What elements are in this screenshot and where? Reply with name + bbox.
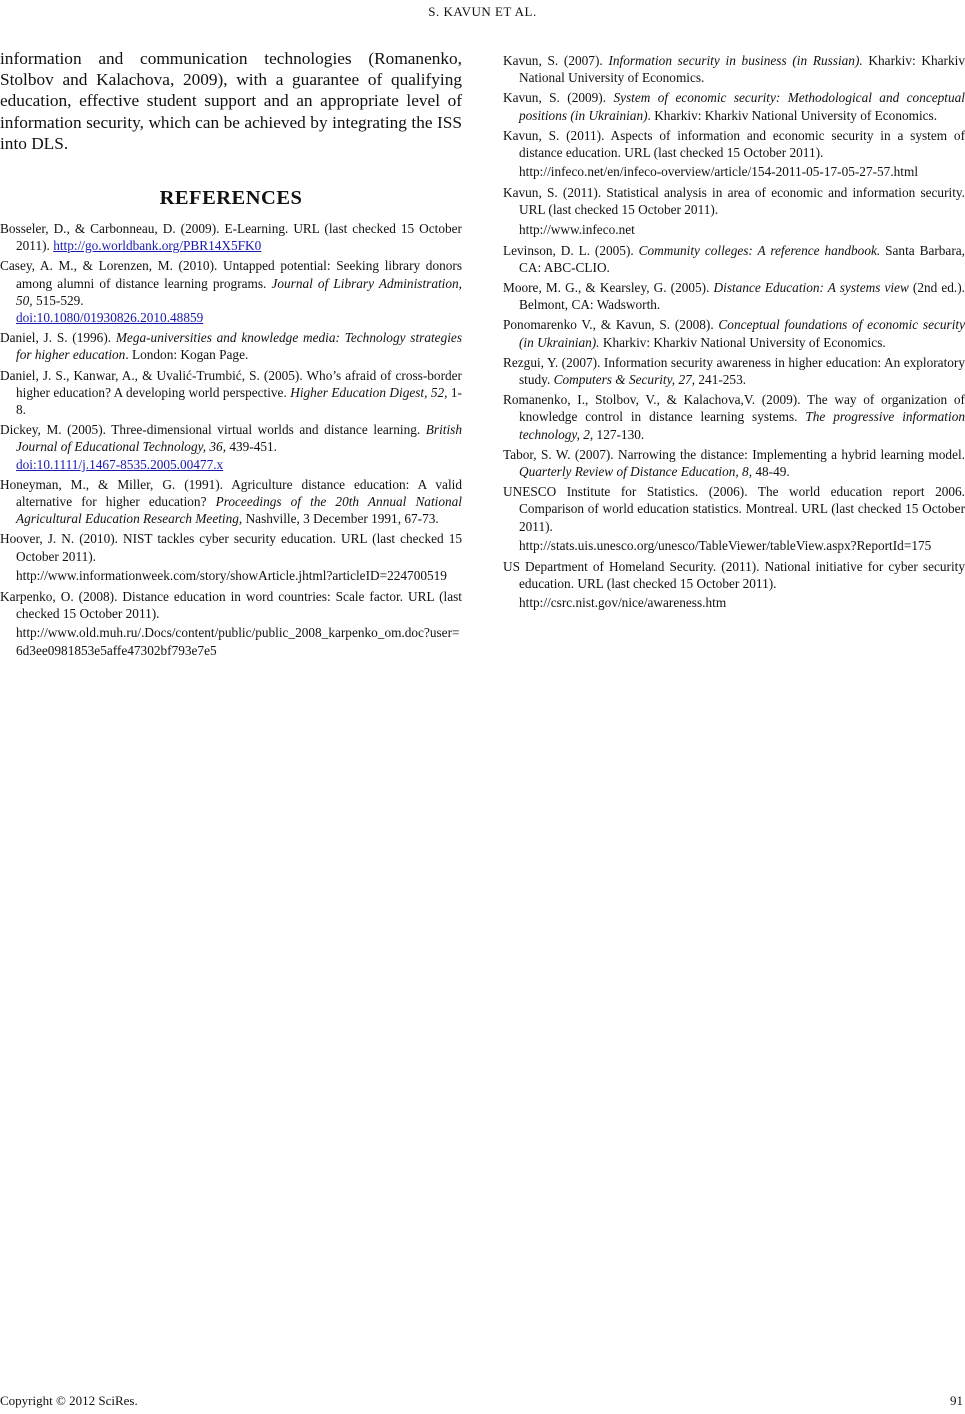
- copyright-notice: Copyright © 2012 SciRes.: [0, 1393, 138, 1408]
- reference-text: Kavun, S. (2011). Aspects of information and economic security in a system of distance education. URL (last checked 15 October 2011).: [503, 127, 965, 161]
- reference-text: Casey, A. M., & Lorenzen, M. (2010). Untapped potential: Seeking library donors among alumni of distance learning programs.: [0, 258, 462, 291]
- reference-text-end: Santa Barbara, CA: ABC-CLIO.: [519, 242, 965, 275]
- reference-item: [0, 421, 462, 473]
- reference-text: Hoover, J. N. (2010). NIST tackles cyber security education. URL (last checked 15 October 2011).: [0, 531, 462, 564]
- reference-link[interactable]: doi:10.1111/j.1467-8535.2005.00477.x: [16, 456, 224, 472]
- reference-item: [503, 354, 965, 388]
- reference-source-title: Mega-universities and knowledge media: Technology strategies for higher education: [16, 330, 462, 363]
- reference-text-end: . London: Kogan Page.: [125, 347, 249, 363]
- reference-text-end: 439-451.: [226, 439, 277, 455]
- page-number: 91: [950, 1393, 963, 1408]
- reference-text: Moore, M. G., & Kearsley, G. (2005).: [503, 280, 714, 296]
- reference-url: http://www.infeco.net: [519, 221, 635, 237]
- reference-source-title: Information security in business (in Russian).: [608, 53, 863, 68]
- reference-item: [0, 367, 462, 419]
- reference-text: Ponomarenko V., & Kavun, S. (2008).: [503, 317, 719, 333]
- reference-text: Daniel, J. S. (1996).: [0, 330, 116, 346]
- reference-link[interactable]: doi:10.1080/01930826.2010.48859: [16, 310, 204, 326]
- reference-text: Daniel, J. S., Kanwar, A., & Uvalić-Trumbić, S. (2005). Who’s afraid of cross-border higher education? A developing world perspective.: [0, 367, 462, 400]
- reference-item: [503, 558, 965, 612]
- reference-item: [0, 476, 462, 528]
- reference-source-title: Computers & Security, 27,: [553, 372, 696, 388]
- reference-item: [503, 391, 965, 443]
- reference-url: http://www.informationweek.com/story/showArticle.jhtml?articleID=224700519: [16, 567, 447, 583]
- reference-item: [503, 184, 965, 238]
- reference-text-end: (2nd ed.). Belmont, CA: Wadsworth.: [519, 280, 965, 313]
- reference-item: [0, 329, 462, 363]
- reference-text-end: . Kharkiv: Kharkiv National University of Economics.: [647, 107, 938, 123]
- reference-text: Kavun, S. (2009).: [503, 90, 614, 106]
- reference-source-title: Community colleges: A reference handbook.: [638, 242, 881, 258]
- reference-source-title: The progressive information technology, 2,: [519, 409, 965, 442]
- left-reference-list: [0, 220, 462, 660]
- reference-text: Levinson, D. L. (2005).: [503, 242, 639, 258]
- right-reference-list: [503, 52, 965, 612]
- intro-paragraph: information and communication technologies (Romanenko, Stolbov and Kalachova, 2009), with a guarantee of qualifying education, effective student support and an appropriate level of information security, which can be achieved by integrating the ISS into DLS.: [0, 49, 462, 153]
- reference-text-end: 127-130.: [593, 426, 645, 442]
- reference-item: [503, 316, 965, 350]
- reference-text: Rezgui, Y. (2007). Information security awareness in higher education: An exploratory study.: [503, 354, 965, 388]
- reference-text-end: , Nashville, 3 December 1991, 67-73.: [238, 511, 439, 527]
- reference-item: [0, 530, 462, 584]
- running-head: S. KAVUN ET AL.: [428, 4, 537, 19]
- reference-text: Kavun, S. (2011). Statistical analysis in area of economic and information security. URL (last checked 15 October 2011).: [503, 185, 965, 218]
- reference-item: [0, 588, 462, 660]
- reference-source-title: System of economic security: Methodological and conceptual positions (in Ukrainian): [519, 90, 965, 123]
- reference-text-end: Kharkiv: Kharkiv National University of Economics.: [519, 53, 965, 86]
- reference-url: http://csrc.nist.gov/nice/awareness.htm: [519, 595, 727, 611]
- reference-link[interactable]: http://go.worldbank.org/PBR14X5FK0: [53, 238, 262, 254]
- reference-item: [0, 220, 462, 254]
- reference-text: Dickey, M. (2005). Three-dimensional virtual worlds and distance learning.: [0, 422, 426, 438]
- reference-text-end: 241-253.: [695, 372, 747, 388]
- reference-text: Kavun, S. (2007).: [503, 53, 609, 68]
- reference-source-title: British Journal of Educational Technology, 36,: [16, 422, 462, 455]
- reference-text: Tabor, S. W. (2007). Narrowing the distance: Implementing a hybrid learning model.: [503, 446, 965, 462]
- reference-item: [503, 52, 965, 86]
- reference-item: [503, 483, 965, 555]
- reference-text: Honeyman, M., & Miller, G. (1991). Agriculture distance education: A valid alternative for higher education?: [0, 476, 462, 510]
- reference-item: [503, 89, 965, 123]
- references-heading: REFERENCES: [159, 187, 303, 210]
- reference-item: [0, 257, 462, 326]
- reference-text: Bosseler, D., & Carbonneau, D. (2009). E-Learning. URL (last checked 15 October 2011).: [0, 221, 462, 254]
- left-column: [0, 48, 462, 663]
- reference-item: [503, 127, 965, 181]
- right-column: [503, 52, 965, 615]
- reference-source-title: Quarterly Review of Distance Education, 8,: [519, 464, 753, 480]
- reference-text-end: 1-8.: [16, 384, 462, 418]
- reference-item: [503, 242, 965, 276]
- reference-url: http://stats.uis.unesco.org/unesco/TableViewer/tableView.aspx?ReportId=175: [519, 537, 932, 553]
- reference-source-title: Distance Education: A systems view: [713, 280, 909, 296]
- reference-source-title: Proceedings of the 20th Annual National Agricultural Education Research Meeting: [16, 494, 462, 527]
- reference-text: US Department of Homeland Security. (2011). National initiative for cyber security education. URL (last checked 15 October 2011).: [503, 558, 965, 592]
- reference-text: Karpenko, O. (2008). Distance education in word countries: Scale factor. URL (last checked 15 October 2011).: [0, 588, 462, 622]
- reference-text: UNESCO Institute for Statistics. (2006). The world education report 2006. Comparison of world education statistics. Montreal. URL (last checked 15 October 2011).: [503, 484, 965, 534]
- reference-url: http://infeco.net/en/infeco-overview/article/154-2011-05-17-05-27-57.html: [519, 164, 919, 180]
- reference-source-title: Journal of Library Administration, 50,: [16, 275, 462, 308]
- reference-item: [503, 279, 965, 313]
- reference-text-end: Kharkiv: Kharkiv National University of Economics.: [599, 334, 886, 350]
- reference-text: Romanenko, I., Stolbov, V., & Kalachova,V. (2009). The way of organization of knowledge control in distance learning systems.: [503, 392, 965, 425]
- reference-url: http://www.old.muh.ru/.Docs/content/public/public_2008_karpenko_om.doc?user=6d3ee0981853e5affe47302bf793e7e5: [16, 625, 460, 659]
- reference-source-title: Conceptual foundations of economic security (in Ukrainian).: [519, 317, 965, 350]
- reference-text-end: 48-49.: [752, 464, 790, 480]
- reference-source-title: Higher Education Digest, 52,: [290, 384, 448, 400]
- reference-item: [503, 446, 965, 480]
- reference-text-end: 515-529.: [32, 292, 84, 308]
